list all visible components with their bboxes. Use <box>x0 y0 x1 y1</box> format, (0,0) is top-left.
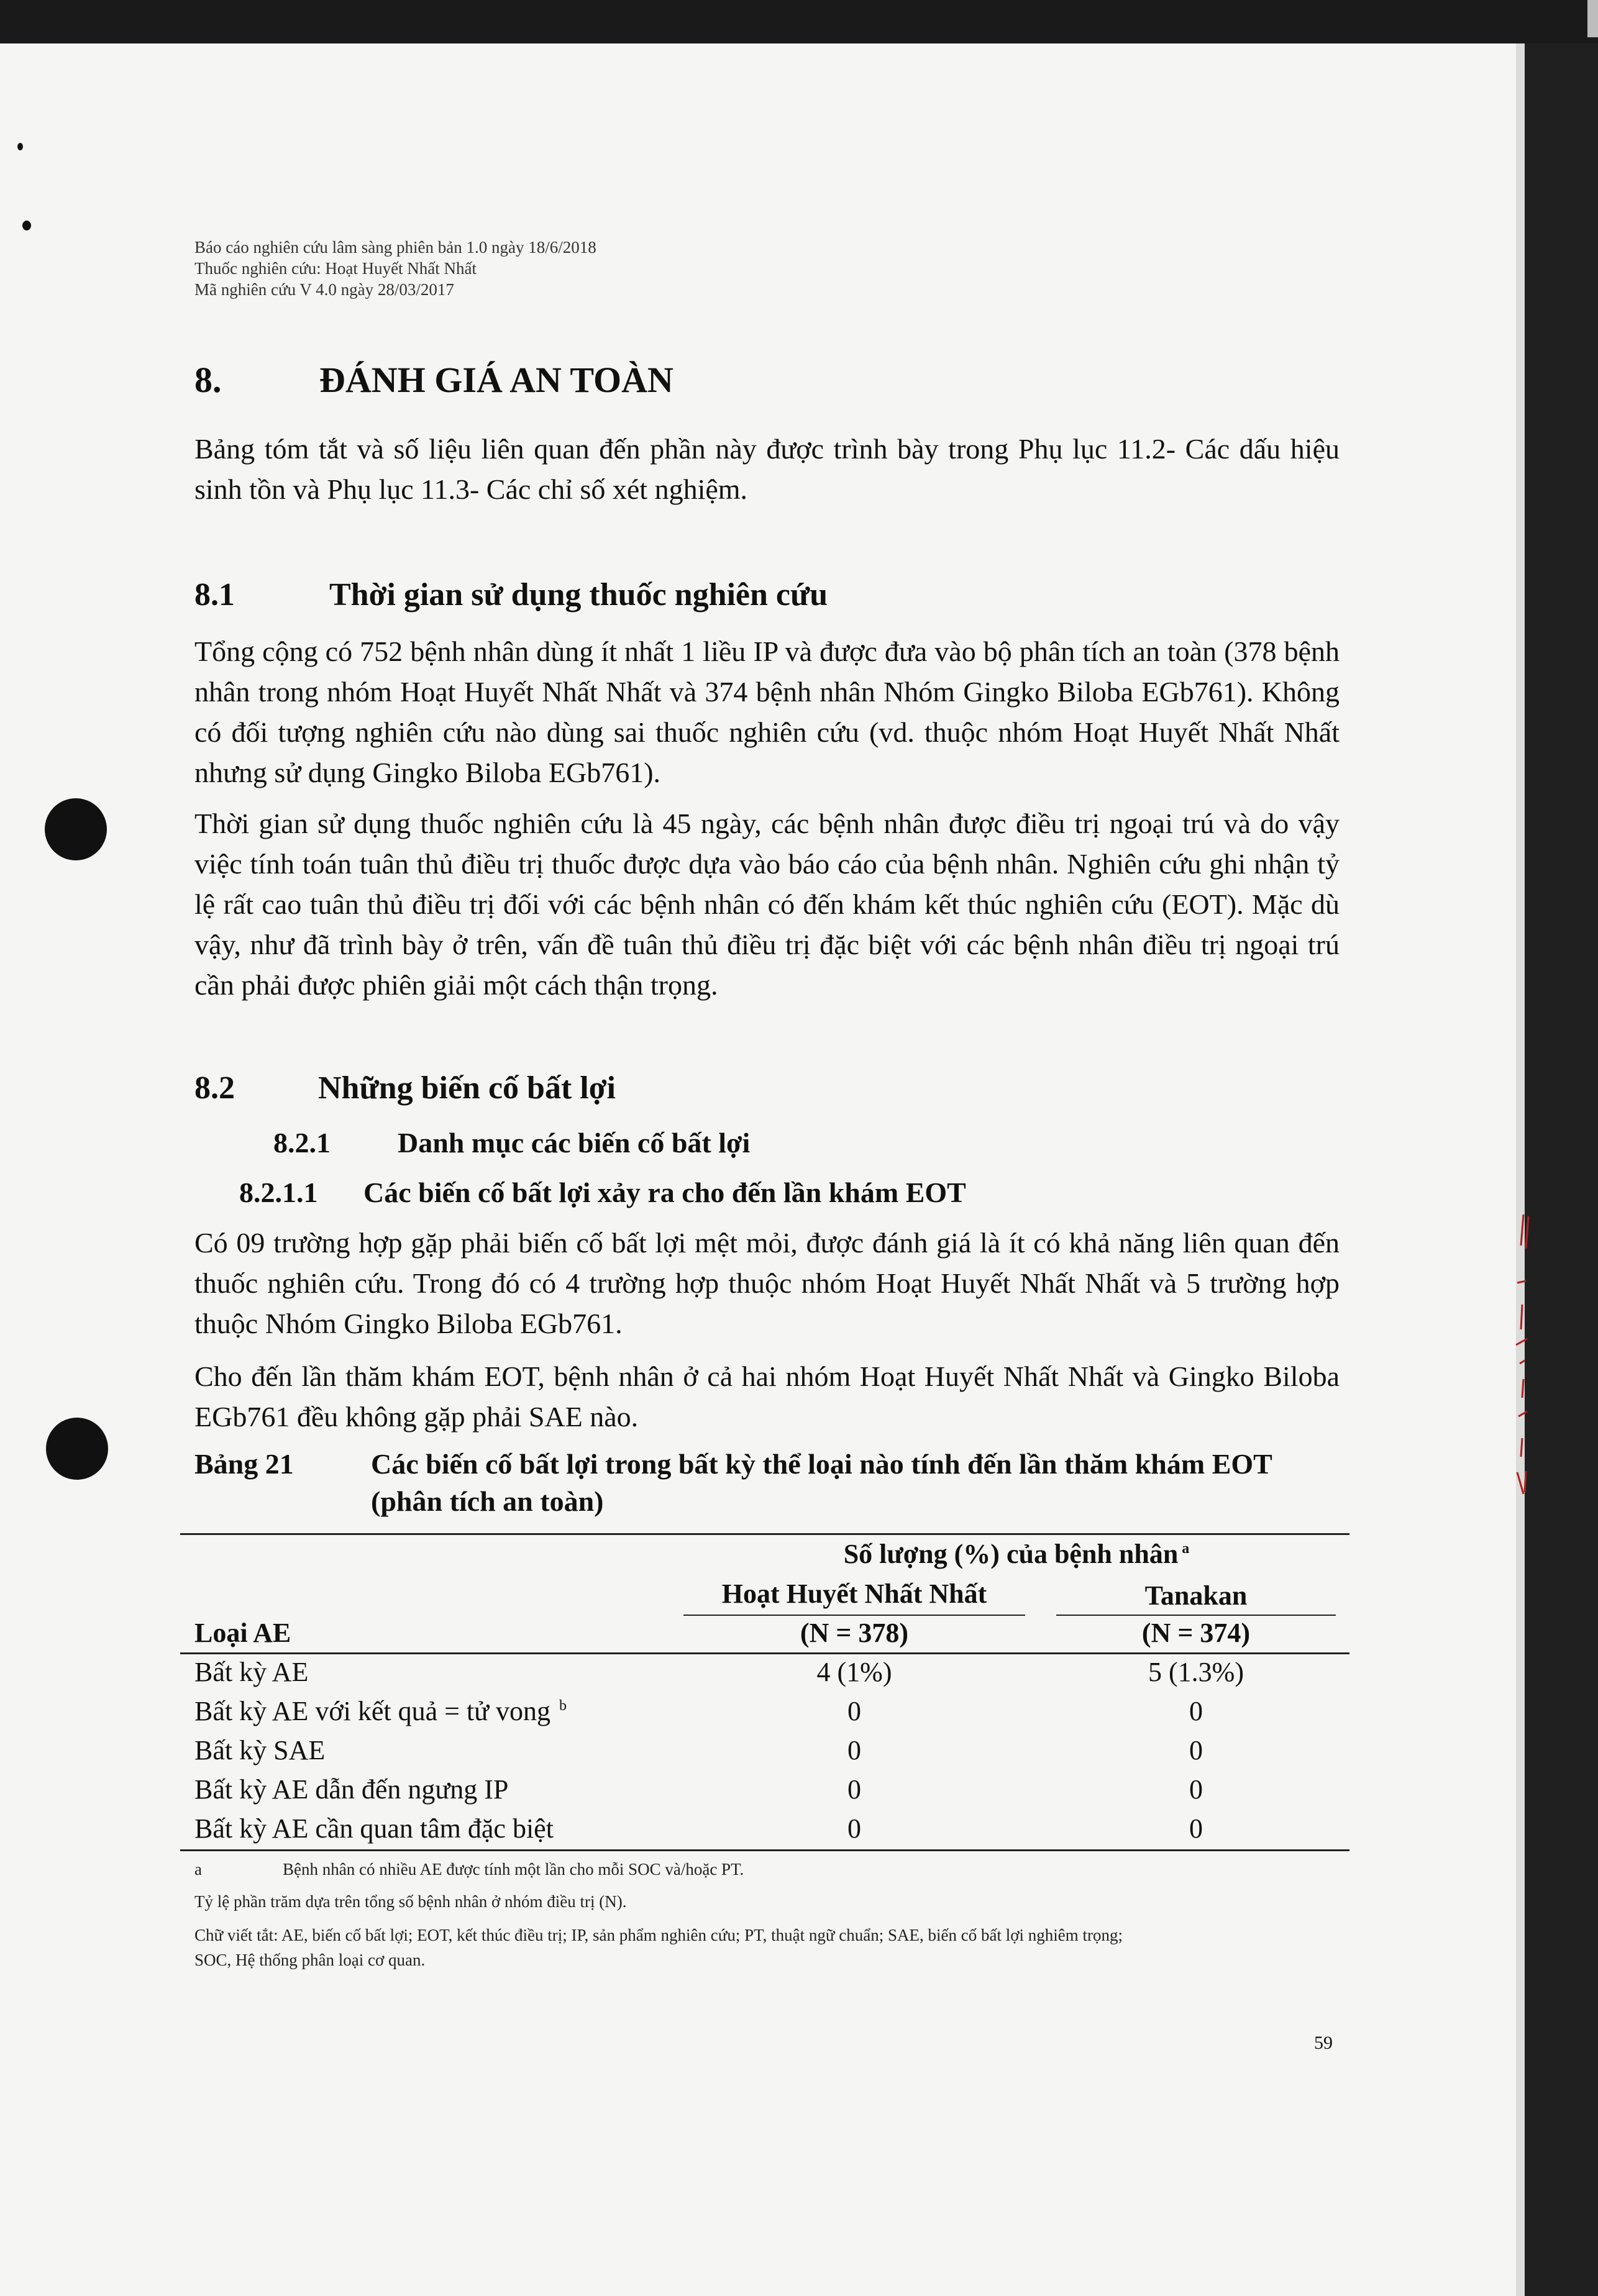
section-8-1-paragraph-2: Thời gian sử dụng thuốc nghiên cứu là 45 ngày, các bệnh nhân được điều trị ngoại trú và do vậy việc tính toán tuân thủ điều trị thuốc được dựa vào báo cáo của bệnh nhân. Nghiên cứu ghi nhận tỷ lệ rất cao tuân thủ điều trị đối với các bệnh nhân có đến khám kết thúc nghiên cứu (EOT). Mặc dù vậy, như đã trình bày ở trên, vấn đề tuân thủ điều trị đặc biệt với các bệnh nhân điều trị ngoại trú cần phải được phiên giải một cách thận trọng. <box>194 808 1340 1001</box>
page-number: 59 <box>1314 2033 1333 2053</box>
section-8-2-1-1-title: Các biến cố bất lợi xảy ra cho đến lần khám EOT <box>363 1177 966 1208</box>
table-col1-n: (N = 378) <box>800 1618 909 1648</box>
margin-handwriting <box>1510 1211 1535 1497</box>
scan-edge <box>1516 43 1598 2296</box>
table-row-label <box>194 1695 567 1727</box>
table-row-label <box>194 1774 508 1805</box>
table-cell-hoat-huyet: 0 <box>847 1813 861 1844</box>
table-caption-subtitle: (phân tích an toàn) <box>371 1485 604 1517</box>
table-row-label-text: Bất kỳ SAE <box>194 1735 326 1765</box>
header-report-version: Báo cáo nghiên cứu lâm sàng phiên bản 1.0 ngày 18/6/2018 <box>194 238 596 257</box>
header-study-drug: Thuốc nghiên cứu: Hoạt Huyết Nhất Nhất <box>194 259 477 278</box>
section-8-1-paragraph-1: Tổng cộng có 752 bệnh nhân dùng ít nhất 1 liều IP và được đưa vào bộ phân tích an toàn (378 bệnh nhân trong nhóm Hoạt Huyết Nhất Nhất và 374 bệnh nhân Nhóm Gingko Biloba EGb761). Không có đối tượng nghiên cứu nào dùng sai thuốc nghiên cứu (vd. thuộc nhóm Hoạt Huyết Nhất Nhất nhưng sử dụng Gingko Biloba EGb761). <box>194 636 1340 788</box>
binder-hole-small-1 <box>17 143 23 150</box>
section-8-2-paragraph-2: Cho đến lần thăm khám EOT, bệnh nhân ở cả hai nhóm Hoạt Huyết Nhất Nhất và Gingko Biloba EGb761 đều không gặp phải SAE nào. <box>194 1360 1340 1433</box>
binder-hole-2 <box>46 1418 108 1480</box>
table-row-label <box>194 1656 308 1688</box>
footnote-a-text: Bệnh nhân có nhiều AE được tính một lần cho mỗi SOC và/hoặc PT. <box>283 1860 744 1879</box>
table-col1-name: Hoạt Huyết Nhất Nhất <box>721 1578 987 1609</box>
table-group-header <box>683 1538 1349 1570</box>
table-cell-hoat-huyet: 0 <box>847 1696 861 1726</box>
table-cell-tanakan: 0 <box>1189 1813 1203 1844</box>
table-row-header: Loại AE <box>194 1618 291 1648</box>
section-8-2-paragraph-1: Có 09 trường hợp gặp phải biến cố bất lợi mệt mỏi, được đánh giá là ít có khả năng liên quan đến thuốc nghiên cứu. Trong đó có 4 trường hợp thuộc nhóm Hoạt Huyết Nhất Nhất và 5 trường hợp thuộc Nhóm Gingko Biloba EGb761. <box>194 1227 1340 1339</box>
table-col2-n: (N = 374) <box>1141 1618 1251 1648</box>
table-row-label-text: Bất kỳ AE dẫn đến ngưng IP <box>194 1774 509 1805</box>
header-study-code: Mã nghiên cứu V 4.0 ngày 28/03/2017 <box>194 280 454 299</box>
section-8-2-1-1-number: 8.2.1.1 <box>239 1177 318 1208</box>
table-caption-title: Các biến cố bất lợi trong bất kỳ thể loại nào tính đến lần thăm khám EOT <box>371 1448 1272 1480</box>
table-top-rule <box>180 1533 1349 1535</box>
section-8-2-title: Những biến cố bất lợi <box>318 1070 616 1106</box>
table-col2-name: Tanakan <box>1144 1580 1248 1611</box>
table-cell-hoat-huyet: 0 <box>847 1774 861 1805</box>
paper-edge <box>1516 43 1525 2296</box>
table-header-rule <box>180 1652 1349 1654</box>
table-row-footnote-mark: b <box>559 1698 567 1715</box>
section-8-title: ĐÁNH GIÁ AN TOÀN <box>319 360 673 400</box>
footnote-a-label: a <box>194 1860 202 1879</box>
footnote-abbr-line-1: Chữ viết tắt: AE, biến cố bất lợi; EOT, kết thúc điều trị; IP, sản phẩm nghiên cứu; PT, thuật ngữ chuẩn; SAE, biến cố bất lợi nghiêm trọng; <box>194 1926 1123 1944</box>
table-row-label-text: Bất kỳ AE cần quan tâm đặc biệt <box>194 1813 554 1844</box>
table-cell-hoat-huyet: 0 <box>847 1735 861 1765</box>
table-cell-tanakan: 0 <box>1189 1735 1203 1765</box>
table-bottom-rule <box>180 1849 1349 1851</box>
section-8-2-number: 8.2 <box>194 1070 235 1106</box>
section-8-paragraph: Bảng tóm tắt và số liệu liên quan đến phần này được trình bày trong Phụ lục 11.2- Các dấu hiệu sinh tồn và Phụ lục 11.3- Các chỉ số xét nghiệm. <box>194 433 1340 505</box>
table-group-header-sup: a <box>1182 1541 1190 1557</box>
table-row-label <box>194 1813 554 1844</box>
section-8-1-number: 8.1 <box>194 577 235 613</box>
table-cell-tanakan: 5 (1.3%) <box>1148 1657 1244 1687</box>
section-8-2-1-number: 8.2.1 <box>273 1127 331 1159</box>
table-col2-underline <box>1056 1615 1336 1616</box>
table-cell-tanakan: 0 <box>1189 1774 1203 1805</box>
table-row-label-text: Bất kỳ AE <box>194 1657 309 1687</box>
section-8-2-1-title: Danh mục các biến cố bất lợi <box>398 1127 751 1159</box>
binder-hole-small-2 <box>22 221 31 230</box>
table-row-label <box>194 1734 325 1766</box>
table-group-header-text: Số lượng (%) của bệnh nhân <box>843 1539 1179 1569</box>
scan-mark <box>1587 0 1598 37</box>
section-8-1-title: Thời gian sử dụng thuốc nghiên cứu <box>329 577 828 613</box>
section-8-number: 8. <box>194 360 222 400</box>
table-cell-tanakan: 0 <box>1189 1696 1203 1726</box>
footnote-abbr-line-2: SOC, Hệ thống phân loại cơ quan. <box>194 1951 426 1969</box>
binder-hole-1 <box>45 798 107 860</box>
table-col1-underline <box>683 1615 1025 1616</box>
table-row-label-text: Bất kỳ AE với kết quả = tử vong <box>194 1696 550 1726</box>
table-cell-hoat-huyet: 4 (1%) <box>816 1657 892 1687</box>
table-caption-label: Bảng 21 <box>194 1448 294 1480</box>
footnote-percent: Tỷ lệ phần trăm dựa trên tổng số bệnh nhân ở nhóm điều trị (N). <box>194 1892 627 1911</box>
